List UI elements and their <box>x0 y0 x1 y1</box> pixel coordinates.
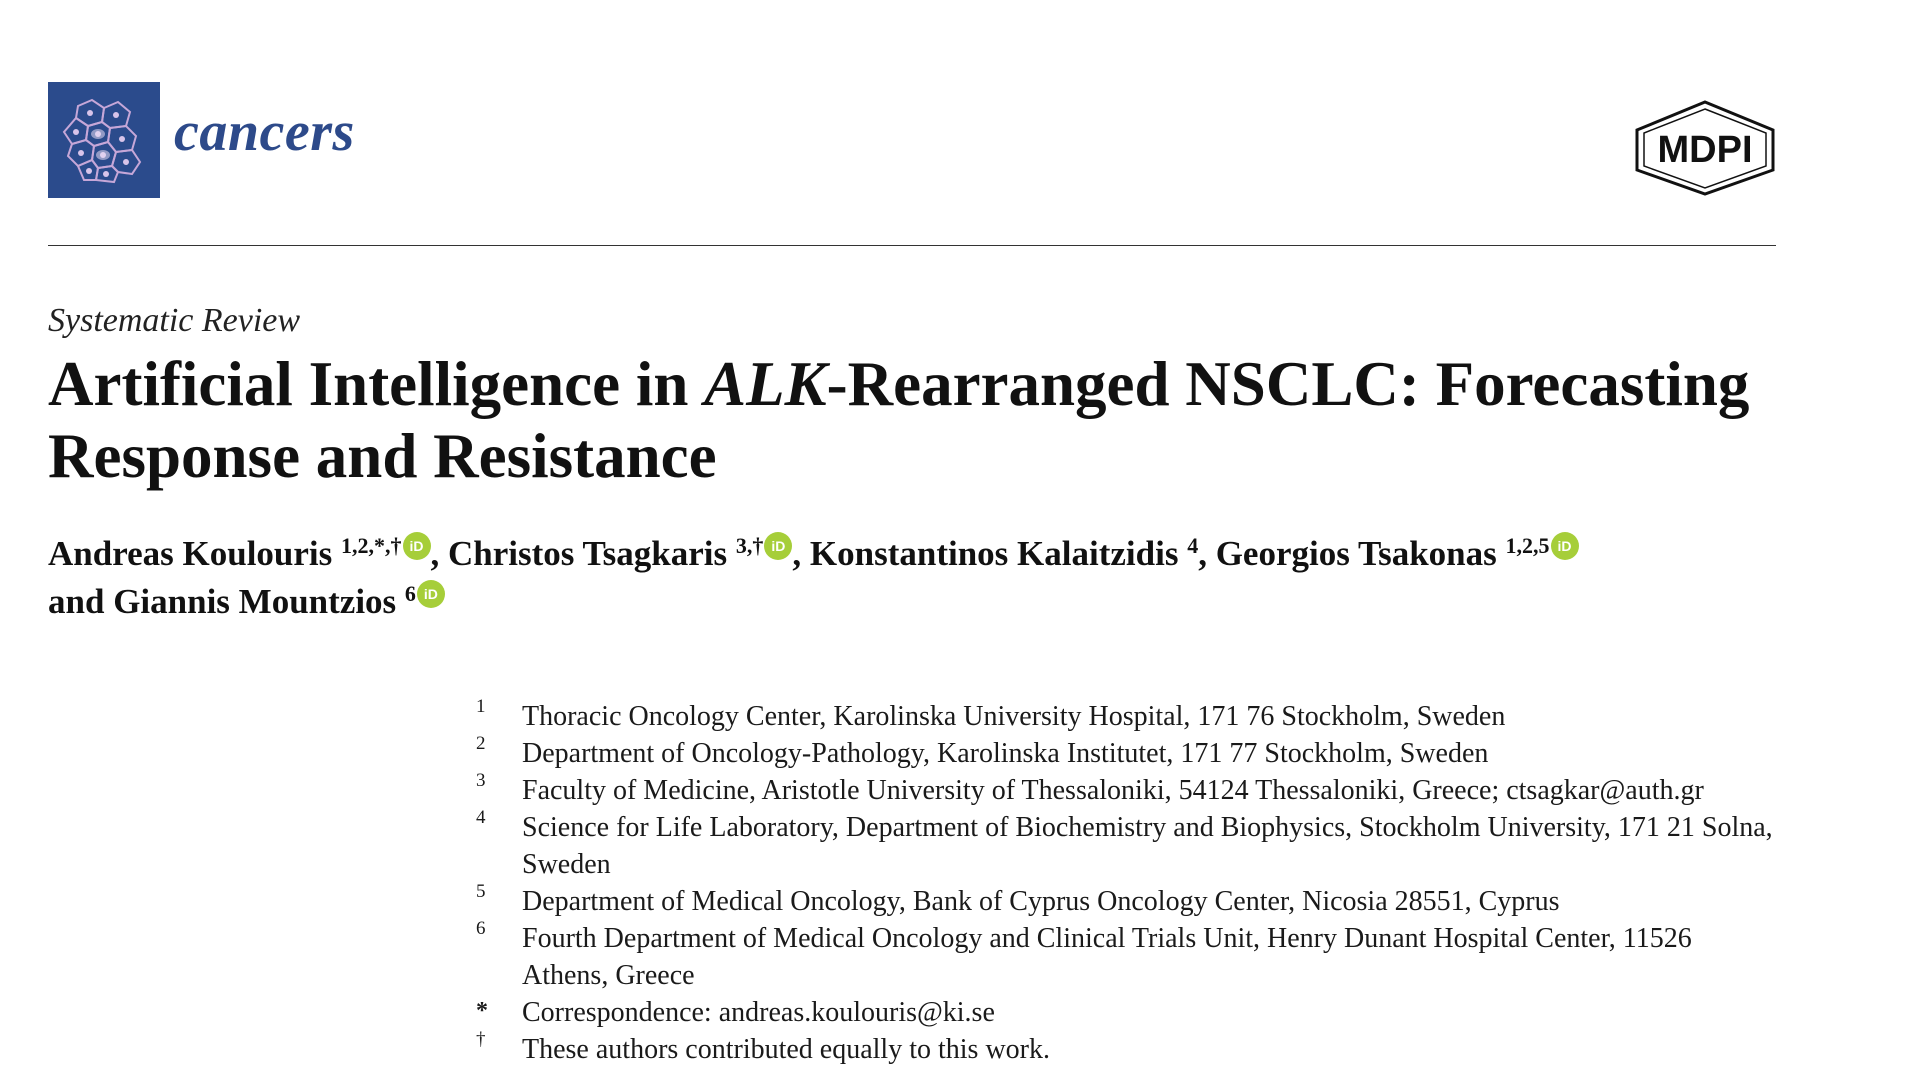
author-name: Andreas Koulouris <box>48 534 333 573</box>
dagger-mark: † <box>476 1029 486 1050</box>
journal-name: cancers <box>174 101 355 163</box>
title-italic-gene: ALK <box>704 349 827 419</box>
affiliation-text: Fourth Department of Medical Oncology and Clinical Trials Unit, Henry Dunant Hospital Center, 11526 Athens, Greece <box>522 923 1692 991</box>
orcid-icon[interactable]: iD <box>417 580 445 608</box>
article-title <box>48 348 1768 492</box>
mdpi-logo-icon <box>1634 100 1776 196</box>
affiliation-number: 6 <box>476 918 486 939</box>
affiliation-item <box>476 920 1776 994</box>
author-affiliation-sup: 1,2,*,† <box>341 533 402 558</box>
affiliation-number: 4 <box>476 807 486 828</box>
title-part-2: -Rearranged NSCLC: Forecasting Response and Resistance <box>48 349 1750 491</box>
author-separator: and <box>48 582 114 621</box>
correspondence-item <box>476 994 1776 1031</box>
correspondence-text: Correspondence: andreas.koulouris@ki.se <box>522 997 995 1028</box>
article-type: Systematic Review <box>48 302 301 339</box>
affiliation-list <box>476 698 1776 1068</box>
author-separator: , <box>1198 534 1216 573</box>
header-divider <box>48 245 1776 246</box>
author-affiliation-sup: 3,† <box>735 533 764 558</box>
affiliation-text: Faculty of Medicine, Aristotle University of Thessaloniki, 54124 Thessaloniki, Greece; ctsagkar@auth.gr <box>522 775 1704 806</box>
title-part-1: Artificial Intelligence in <box>48 349 705 419</box>
affiliation-text: Thoracic Oncology Center, Karolinska University Hospital, 171 76 Stockholm, Sweden <box>522 701 1506 732</box>
affiliation-number: 5 <box>476 881 486 902</box>
author-affiliation-sup: 6 <box>404 581 416 606</box>
affiliation-number: 2 <box>476 733 486 754</box>
author-separator: , <box>430 534 449 573</box>
affiliation-text: Department of Medical Oncology, Bank of Cyprus Oncology Center, Nicosia 28551, Cyprus <box>522 886 1560 917</box>
author-name: Giannis Mountzios <box>113 582 397 621</box>
correspondence-mark: * <box>476 998 488 1024</box>
affiliation-item <box>476 735 1776 772</box>
author-list <box>48 530 1768 626</box>
author-affiliation-sup: 1,2,5 <box>1505 533 1550 558</box>
author-separator: , <box>792 534 810 573</box>
svg-text:MDPI: MDPI <box>1657 129 1753 171</box>
author-name: Christos Tsagkaris <box>448 534 728 573</box>
affiliation-item <box>476 809 1776 883</box>
affiliation-number: 1 <box>476 696 486 717</box>
affiliation-item <box>476 698 1776 735</box>
affiliation-item <box>476 883 1776 920</box>
author-affiliation-sup: 4 <box>1187 533 1199 558</box>
equal-contribution-text: These authors contributed equally to this work. <box>522 1034 1050 1065</box>
author-name: Konstantinos Kalaitzidis <box>809 534 1179 573</box>
affiliation-number: 3 <box>476 770 486 791</box>
author-name: Georgios Tsakonas <box>1215 534 1497 573</box>
journal-logo-icon <box>48 82 160 198</box>
affiliation-text: Science for Life Laboratory, Department of Biochemistry and Biophysics, Stockholm University, 171 21 Solna, Sweden <box>522 812 1773 880</box>
orcid-icon[interactable]: iD <box>764 532 792 560</box>
equal-contribution-item <box>476 1031 1776 1068</box>
affiliation-text: Department of Oncology-Pathology, Karolinska Institutet, 171 77 Stockholm, Sweden <box>522 738 1489 769</box>
page-header <box>48 82 1776 200</box>
orcid-icon[interactable]: iD <box>1551 532 1579 560</box>
orcid-icon[interactable]: iD <box>403 532 431 560</box>
affiliation-item <box>476 772 1776 809</box>
